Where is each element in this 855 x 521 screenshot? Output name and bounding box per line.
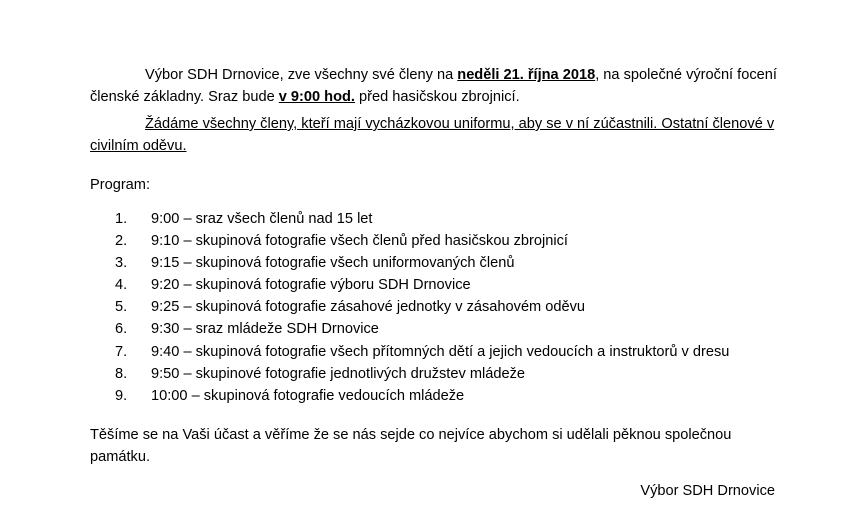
closing-paragraph: Těšíme se na Vaši účast a věříme že se nás sejde co nejvíce abychom si udělali pěknou společnou památku. bbox=[90, 426, 732, 465]
program-item-text: 9:00 – sraz všech členů nad 15 let bbox=[151, 211, 373, 227]
uniform-paragraph bbox=[90, 113, 780, 157]
signature: Výbor SDH Drnovice bbox=[640, 483, 775, 499]
program-item-number: 2. bbox=[115, 233, 128, 250]
program-item-text: 9:30 – sraz mládeže SDH Drnovice bbox=[151, 321, 379, 338]
program-item-text: 9:50 – skupinové fotografie jednotlivých družstev mládeže bbox=[151, 365, 525, 382]
invitation-paragraph bbox=[90, 64, 780, 108]
document-body bbox=[90, 64, 780, 485]
program-item-number: 1. bbox=[115, 211, 128, 227]
program-item-number: 8. bbox=[115, 365, 128, 382]
program-item-text: 9:10 – skupinová fotografie všech členů před hasičskou zbrojnicí bbox=[151, 233, 568, 250]
program-item bbox=[90, 252, 780, 274]
meeting-time: v 9:00 hod. bbox=[278, 89, 355, 105]
program-item bbox=[90, 230, 780, 252]
program-item bbox=[90, 385, 780, 407]
program-item bbox=[90, 296, 780, 318]
program-item-text: 9:40 – skupinová fotografie všech přítomných dětí a jejich vedoucích a instruktorů v dresu bbox=[151, 343, 730, 360]
program-item-text: 9:25 – skupinová fotografie zásahové jednotky v zásahovém oděvu bbox=[151, 299, 586, 316]
program-item-number: 5. bbox=[115, 299, 128, 316]
program-item-number: 7. bbox=[115, 343, 128, 360]
event-date: neděli 21. října 2018 bbox=[457, 67, 596, 83]
program-item-number: 6. bbox=[115, 321, 128, 338]
program-item-text: 9:20 – skupinová fotografie výboru SDH Drnovice bbox=[151, 277, 471, 294]
program-item bbox=[90, 274, 780, 296]
intro-part2: , na společné výroční focení členské základny. Sraz bude bbox=[90, 67, 777, 105]
program-item-number: 9. bbox=[115, 387, 128, 404]
program-item bbox=[90, 341, 780, 363]
program-item-text: 10:00 – skupinová fotografie vedoucích mládeže bbox=[151, 387, 465, 404]
program-item bbox=[90, 318, 780, 340]
program-item-text: 9:15 – skupinová fotografie všech uniformovaných členů bbox=[151, 255, 515, 272]
program-item bbox=[90, 208, 780, 230]
intro-part1: Výbor SDH Drnovice, zve všechny své členy na bbox=[145, 67, 458, 83]
program-heading: Program: bbox=[90, 177, 151, 193]
program-item-number: 4. bbox=[115, 277, 128, 294]
program-item bbox=[90, 363, 780, 385]
program-item-number: 3. bbox=[115, 255, 128, 272]
intro-part3: před hasičskou zbrojnicí. bbox=[354, 89, 520, 105]
uniform-note: Žádáme všechny členy, kteří mají vycházkovou uniformu, aby se v ní zúčastnili. Ostatní členové v civilním oděvu. bbox=[90, 116, 775, 154]
program-list bbox=[90, 208, 780, 407]
